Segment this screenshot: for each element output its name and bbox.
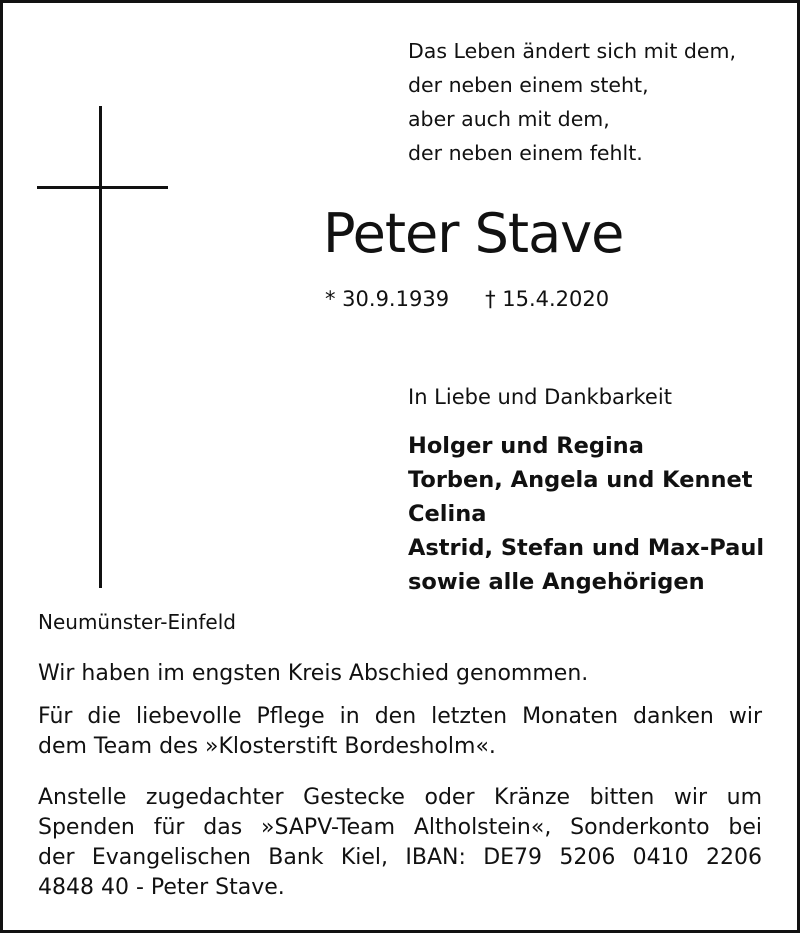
cross-horizontal-bar xyxy=(37,186,168,189)
donation-line: Spenden für das »SAPV-Team Altholstein«, Sonderkonto bei xyxy=(38,815,762,840)
family-list xyxy=(408,429,764,599)
family-member: Astrid, Stefan und Max-Paul xyxy=(408,535,765,561)
birth-date: * 30.9.1939 xyxy=(325,287,450,311)
family-member: Torben, Angela und Kennet xyxy=(408,467,753,493)
poem-line: der neben einem fehlt. xyxy=(408,141,643,165)
family-member: sowie alle Angehörigen xyxy=(408,569,705,595)
donation-text xyxy=(38,783,762,903)
donation-line: Anstelle zugedachter Gestecke oder Kränze bitten wir um xyxy=(38,785,762,810)
dedication: In Liebe und Dankbarkeit xyxy=(408,385,672,409)
poem-line: der neben einem steht, xyxy=(408,73,649,97)
cross-vertical-bar xyxy=(99,106,102,588)
thanks-line: dem Team des »Klosterstift Bordesholm«. xyxy=(38,734,496,759)
poem xyxy=(408,34,736,170)
family-member: Holger und Regina xyxy=(408,433,644,459)
deceased-name: Peter Stave xyxy=(323,202,624,265)
place: Neumünster-Einfeld xyxy=(38,610,236,634)
thanks-text xyxy=(38,702,762,762)
farewell-text: Wir haben im engsten Kreis Abschied genommen. xyxy=(38,661,589,686)
donation-line: der Evangelischen Bank Kiel, IBAN: DE79 5206 0410 2206 xyxy=(38,845,762,870)
life-dates xyxy=(325,282,609,316)
poem-line: Das Leben ändert sich mit dem, xyxy=(408,39,736,63)
thanks-line: Für die liebevolle Pflege in den letzten Monaten danken wir xyxy=(38,704,762,729)
poem-line: aber auch mit dem, xyxy=(408,107,610,131)
family-member: Celina xyxy=(408,501,487,527)
donation-line: 4848 40 - Peter Stave. xyxy=(38,875,285,900)
death-date: † 15.4.2020 xyxy=(485,287,610,311)
